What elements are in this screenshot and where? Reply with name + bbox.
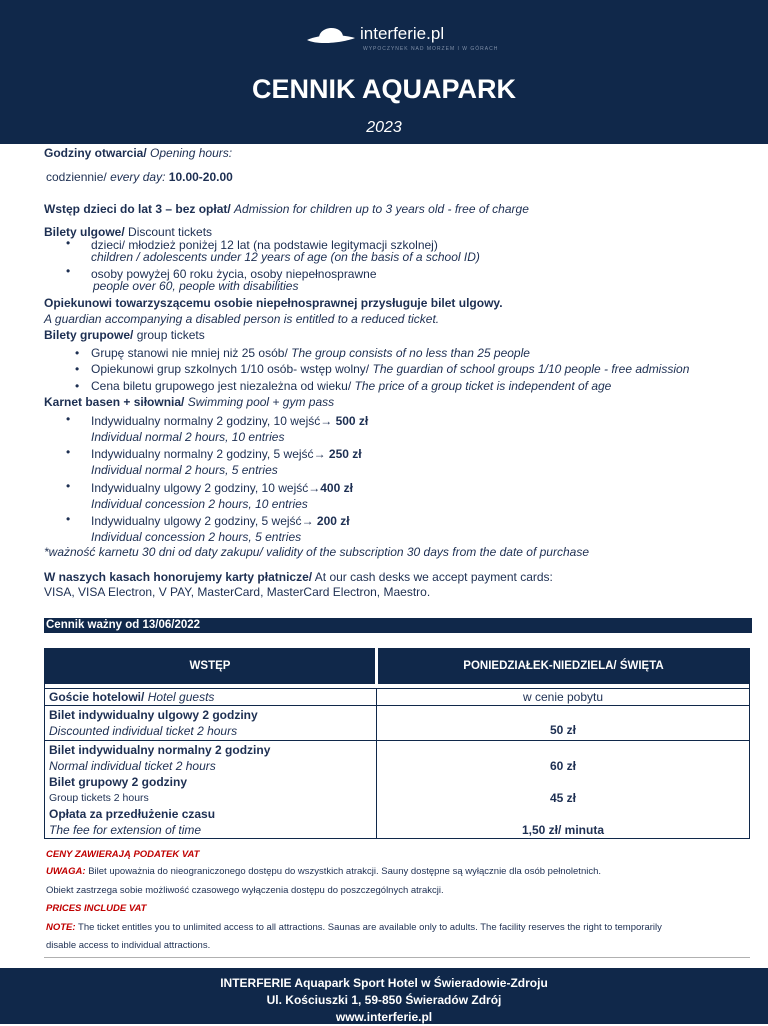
- page-year: 2023: [366, 119, 402, 136]
- payment-heading: W naszych kasach honorujemy karty płatnicze/ At our cash desks we accept payment cards:: [44, 570, 553, 584]
- pass-item: Indywidualny ulgowy 2 godziny, 10 wejść→400 zł Individual concession 2 hours, 10 entries: [91, 481, 353, 511]
- opening-hours-label: Godziny otwarcia/ Opening hours:: [44, 146, 233, 160]
- row-hotel-guests: Goście hotelowi/ Hotel guests: [45, 689, 377, 706]
- page-title: CENNIK AQUAPARK: [251, 74, 516, 104]
- pass-heading: Karnet basen + siłownia/ Swimming pool + gym pass: [44, 395, 335, 409]
- bullet-icon: •: [66, 479, 71, 493]
- reserve-note-pl: Obiekt zastrzega sobie możliwość czasowego wyłączenia dostępu do poszczególnych atrakcji.: [46, 885, 444, 896]
- payment-cards: VISA, VISA Electron, V PAY, MasterCard, MasterCard Electron, Maestro.: [44, 585, 431, 599]
- vat-note-en: PRICES INCLUDE VAT: [46, 903, 147, 914]
- row-discounted: Bilet indywidualny ulgowy 2 godziny Discounted individual ticket 2 hours: [45, 706, 377, 741]
- bullet-icon: •: [75, 362, 80, 376]
- vat-note-pl: CENY ZAWIERAJĄ PODATEK VAT: [46, 849, 200, 860]
- guardian-note-en: A guardian accompanying a disabled person is entitled to a reduced ticket.: [44, 312, 440, 326]
- price-group: 45 zł: [549, 791, 576, 805]
- discount-item: dzieci/ młodzież poniżej 12 lat (na podstawie legitymacji szkolnej) children / adolescents under 12 years of age (on the basis of a school ID): [91, 238, 480, 264]
- price-discounted: 50 zł: [377, 706, 750, 741]
- footer-website-link[interactable]: www.interferie.pl: [335, 1010, 433, 1024]
- discount-tickets-heading: Bilety ulgowe/ Discount tickets: [44, 225, 213, 239]
- table-row: [45, 689, 750, 706]
- bullet-icon: •: [66, 445, 71, 459]
- group-item: Opiekunowi grup szkolnych 1/10 osób- wstęp wolny/ The guardian of school groups 1/10 people - free admission: [91, 362, 690, 376]
- warning-note-pl: UWAGA: Bilet upoważnia do nieograniczonego dostępu do wszystkich atrakcji. Sauny dostępne są wyłącznie dla osób pełnoletnich.: [46, 866, 602, 877]
- table-header-row: [45, 649, 750, 684]
- price-table: [44, 648, 750, 839]
- price-valid-from: Cennik ważny od 13/06/2022: [46, 619, 201, 631]
- pass-item: Indywidualny ulgowy 2 godziny, 5 wejść→ 200 zł Individual concession 2 hours, 5 entries: [91, 514, 350, 544]
- col-header-days: PONIEDZIAŁEK-NIEDZIELA/ ŚWIĘTA: [377, 649, 750, 684]
- bullet-icon: •: [66, 236, 71, 250]
- note-en-cont: disable access to individual attractions.: [46, 940, 211, 951]
- children-admission: Wstęp dzieci do lat 3 – bez opłat/ Admission for children up to 3 years old - free of charge: [44, 202, 529, 216]
- group-tickets-heading: Bilety grupowe/ group tickets: [44, 328, 205, 342]
- price-valid-bar: [44, 618, 752, 633]
- price-cells: [377, 741, 750, 839]
- bullet-icon: •: [75, 346, 80, 360]
- footer-address: Ul. Kościuszki 1, 59-850 Świeradów Zdrój: [266, 993, 502, 1007]
- arrow-icon: →: [301, 514, 317, 528]
- discount-item: osoby powyżej 60 roku życia, osoby niepełnosprawne people over 60, people with disabilities: [91, 267, 377, 293]
- guardian-note-pl: Opiekunowi towarzyszącemu osobie niepełnosprawnej przysługuje bilet ulgowy.: [44, 296, 503, 310]
- bullet-icon: •: [66, 264, 71, 278]
- logo-text: interferie.pl: [360, 24, 445, 43]
- group-item: Cena biletu grupowego jest niezależna od wieku/ The price of a group ticket is independent of age: [91, 379, 612, 393]
- bullet-icon: •: [75, 379, 80, 393]
- bullet-icon: •: [66, 412, 71, 426]
- arrow-icon: →: [313, 447, 329, 461]
- pass-validity: *ważność karnetu 30 dni od daty zakupu/ validity of the subscription 30 days from the date of purchase: [44, 545, 589, 559]
- table-row: [45, 741, 750, 839]
- bullet-icon: •: [66, 512, 71, 526]
- hat-logo-icon: [305, 20, 357, 54]
- pass-item: Indywidualny normalny 2 godziny, 5 wejść→ 250 zł Individual normal 2 hours, 5 entries: [91, 447, 362, 477]
- footer: [0, 968, 768, 1024]
- price-normal: 60 zł: [549, 759, 576, 773]
- arrow-icon: →: [320, 414, 336, 428]
- col-header-entry: WSTĘP: [45, 649, 377, 684]
- logo-tagline: WYPOCZYNEK NAD MORZEM I W GÓRACH: [363, 46, 499, 52]
- header-banner: [0, 0, 768, 144]
- price-hotel: w cenie pobytu: [377, 689, 750, 706]
- note-en: NOTE: The ticket entitles you to unlimited access to all attractions. Saunas are available only to adults. The facility reserves the right to temporarily: [46, 922, 662, 933]
- group-item: Grupę stanowi nie mniej niż 25 osób/ The group consists of no less than 25 people: [91, 346, 530, 360]
- divider: [44, 957, 750, 958]
- opening-hours-value: codziennie/ every day: 10.00-20.00: [46, 170, 233, 184]
- price-extension: 1,50 zł/ minuta: [521, 823, 605, 837]
- table-row: [45, 706, 750, 741]
- pass-item: Indywidualny normalny 2 godziny, 10 wejść→ 500 zł Individual normal 2 hours, 10 entries: [91, 414, 369, 444]
- arrow-icon: →: [308, 481, 321, 495]
- footer-hotel-name: INTERFERIE Aquapark Sport Hotel w Świeradowie-Zdroju: [220, 976, 548, 990]
- row-normal-group-extension: Bilet indywidualny normalny 2 godziny Normal individual ticket 2 hours Bilet grupowy 2 godziny Group tickets 2 hours Opłata za przedłużenie czasu The fee for extension of time: [45, 741, 377, 839]
